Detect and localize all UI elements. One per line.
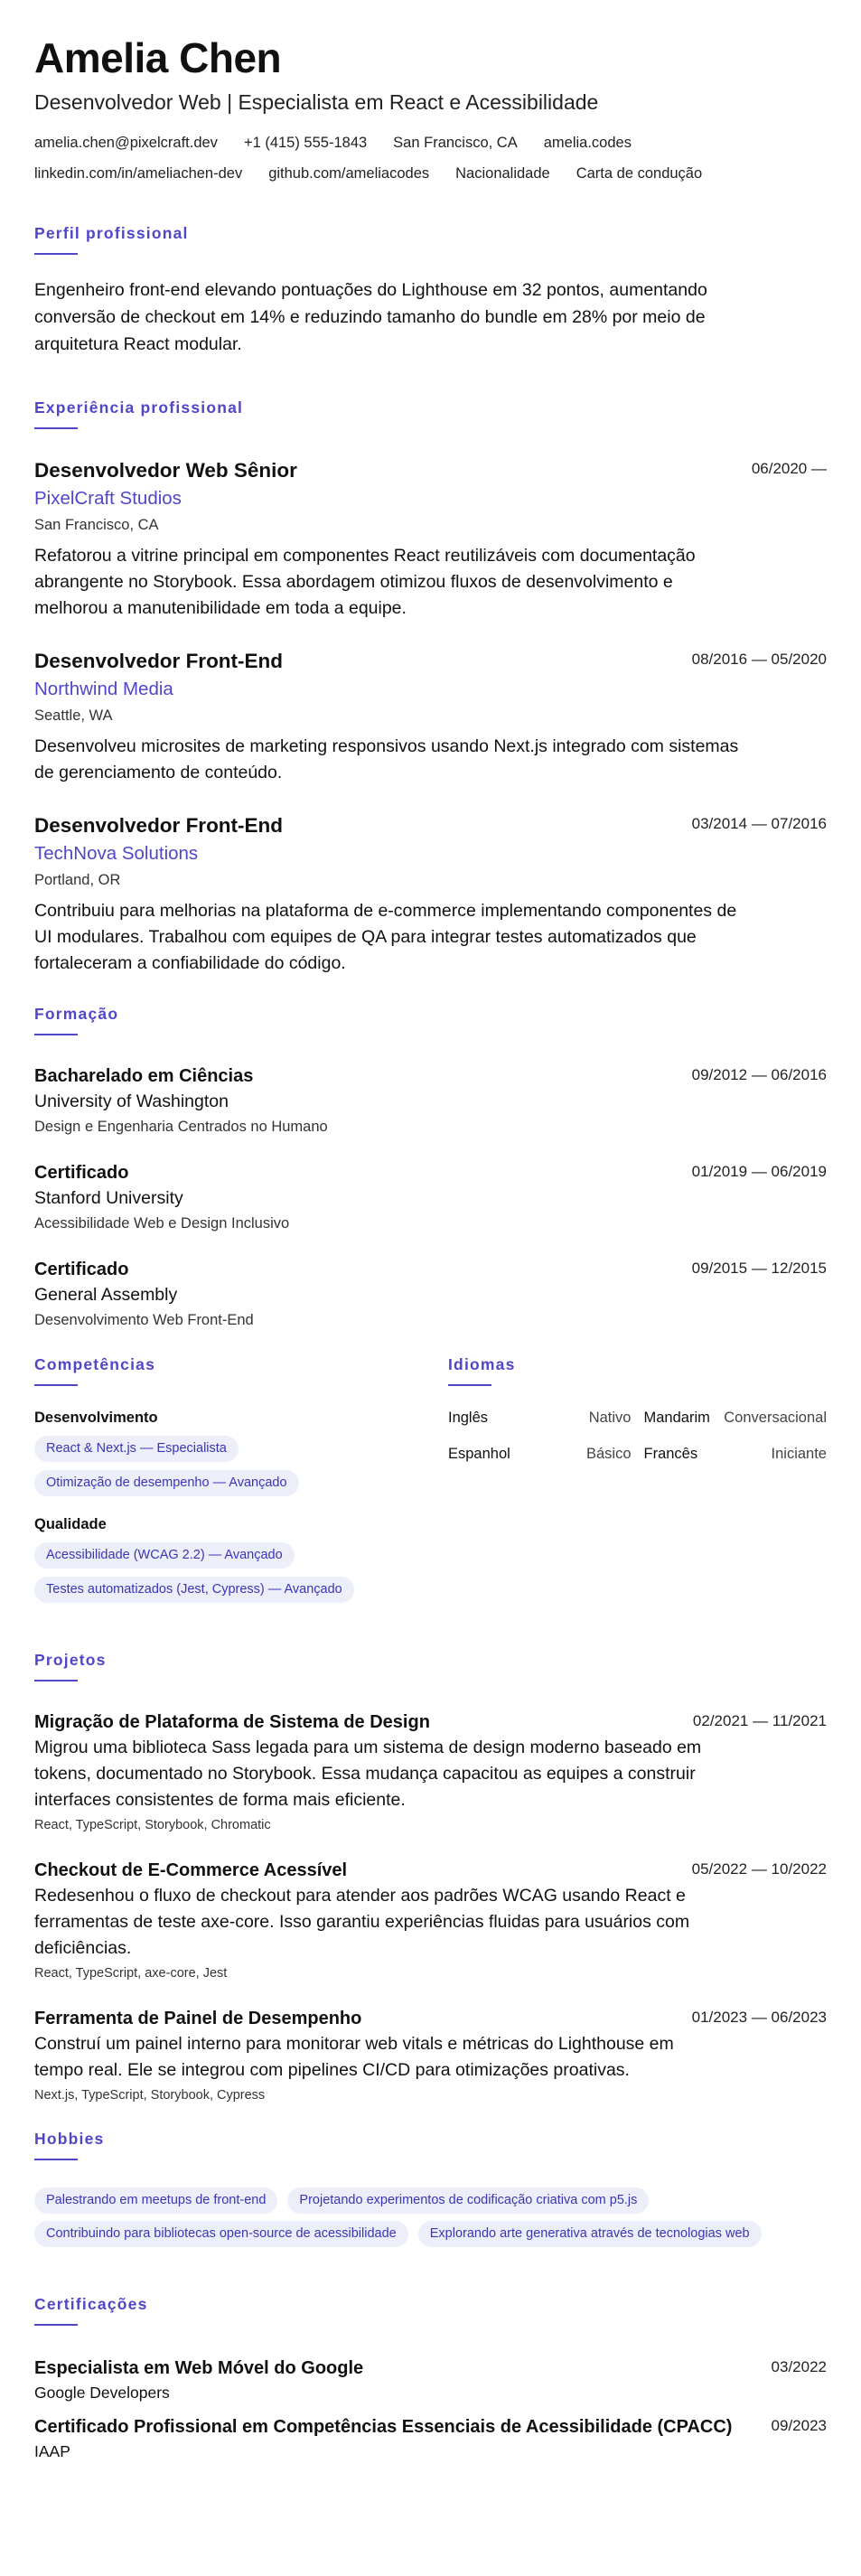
certification-item xyxy=(34,2356,827,2403)
candidate-name: Amelia Chen xyxy=(34,34,282,81)
skills-languages-row xyxy=(34,1354,827,1603)
company-name: PixelCraft Studios xyxy=(34,488,182,509)
skill-group xyxy=(34,1408,448,1496)
language-item xyxy=(644,1408,828,1428)
language-item xyxy=(644,1444,828,1464)
certifications-section xyxy=(34,2294,827,2461)
languages-section xyxy=(448,1354,827,1603)
education-list xyxy=(34,1064,827,1330)
job-title: Desenvolvedor Front-End xyxy=(34,650,284,672)
job-dates: 08/2016 — 05/2020 xyxy=(691,651,827,668)
section-title: Idiomas xyxy=(448,1355,516,1373)
skill-chip: React & Next.js — Especialista xyxy=(34,1436,239,1462)
job-location: Seattle, WA xyxy=(34,707,113,724)
contact-phone[interactable]: +1 (415) 555-1843 xyxy=(243,135,368,151)
hobby-chip: Palestrando em meetups de front-end xyxy=(34,2187,277,2214)
section-divider xyxy=(34,2159,78,2160)
job-title: Desenvolvedor Front-End xyxy=(34,814,284,837)
section-divider xyxy=(448,1384,491,1386)
school-name: Stanford University xyxy=(34,1188,183,1208)
contact-list xyxy=(34,134,811,183)
education-item xyxy=(34,1161,827,1233)
study-area: Desenvolvimento Web Front-End xyxy=(34,1312,254,1328)
experience-section xyxy=(34,398,827,977)
language-item xyxy=(448,1408,632,1428)
school-name: University of Washington xyxy=(34,1091,229,1111)
hobby-chip: Explorando arte generativa através de tecnologias web xyxy=(418,2221,762,2247)
language-item xyxy=(448,1444,632,1464)
section-divider xyxy=(34,253,78,255)
job-description: Refatorou a vitrine principal em componentes React reutilizáveis com documentação abrangente no Storybook. Essa abordagem otimizou fluxos de desenvolvimento e melhorou a manutenibilidade em toda a equipe. xyxy=(34,546,696,618)
education-section xyxy=(34,1004,827,1330)
language-name: Francês xyxy=(643,1446,698,1462)
school-name: General Assembly xyxy=(34,1285,178,1305)
certification-name: Certificado Profissional em Competências Essenciais de Acessibilidade (CPACC) xyxy=(34,2417,733,2437)
skill-chips xyxy=(34,1436,448,1496)
contact-driving-license: Carta de condução xyxy=(576,165,703,182)
section-divider xyxy=(34,2324,78,2326)
skills-section xyxy=(34,1354,448,1603)
summary-section xyxy=(34,223,827,358)
contact-location: San Francisco, CA xyxy=(393,135,518,151)
language-level: Iniciante xyxy=(771,1446,827,1462)
certification-issuer: IAAP xyxy=(34,2442,70,2460)
project-name: Checkout de E-Commerce Acessível xyxy=(34,1860,348,1880)
language-name: Mandarim xyxy=(643,1410,710,1426)
summary-text: Engenheiro front-end elevando pontuações do Lighthouse em 32 pontos, aumentando conversão de checkout em 14% e reduzindo tamanho do bundle em 28% por meio de arquitetura React modular. xyxy=(34,280,707,354)
degree: Bacharelado em Ciências xyxy=(34,1066,254,1086)
project-description: Construí um painel interno para monitorar web vitals e métricas do Lighthouse em tempo real. Ele se integrou com pipelines CI/CD para otimizações proativas. xyxy=(34,2034,674,2080)
skill-chip: Otimização de desempenho — Avançado xyxy=(34,1470,299,1496)
projects-section xyxy=(34,1650,827,2104)
skill-group-name: Qualidade xyxy=(34,1516,107,1532)
job-title: Desenvolvedor Web Sênior xyxy=(34,459,297,482)
job-dates: 03/2014 — 07/2016 xyxy=(691,815,827,832)
language-name: Espanhol xyxy=(448,1446,510,1462)
certification-issuer: Google Developers xyxy=(34,2384,170,2402)
experience-list xyxy=(34,458,827,977)
project-tech: Next.js, TypeScript, Storybook, Cypress xyxy=(34,2088,266,2103)
resume-header xyxy=(34,33,827,183)
project-dates: 02/2021 — 11/2021 xyxy=(692,1712,827,1729)
certification-date: 03/2022 xyxy=(771,2358,827,2375)
section-title: Formação xyxy=(34,1005,119,1023)
skill-chips xyxy=(34,1542,448,1603)
hobby-chip: Contribuindo para bibliotecas open-source de acessibilidade xyxy=(34,2221,408,2247)
certification-list xyxy=(34,2356,827,2461)
language-list xyxy=(448,1408,827,1464)
job-description: Desenvolveu microsites de marketing responsivos usando Next.js integrado com sistemas de gerenciamento de conteúdo. xyxy=(34,736,739,782)
contact-website[interactable]: amelia.codes xyxy=(543,135,632,151)
section-title: Perfil profissional xyxy=(34,224,189,242)
degree: Certificado xyxy=(34,1260,129,1279)
skill-chip: Acessibilidade (WCAG 2.2) — Avançado xyxy=(34,1542,295,1569)
section-title: Hobbies xyxy=(34,2130,105,2148)
project-tech: React, TypeScript, Storybook, Chromatic xyxy=(34,1818,271,1832)
contact-linkedin[interactable]: linkedin.com/in/ameliachen-dev xyxy=(34,165,243,182)
education-dates: 01/2019 — 06/2019 xyxy=(691,1163,827,1180)
study-area: Design e Engenharia Centrados no Humano xyxy=(34,1119,328,1135)
skill-chip: Testes automatizados (Jest, Cypress) — Avançado xyxy=(34,1577,354,1603)
candidate-headline: Desenvolvedor Web | Especialista em React e Acessibilidade xyxy=(34,90,599,114)
language-level: Nativo xyxy=(588,1410,632,1426)
contact-nationality: Nacionalidade xyxy=(455,165,550,182)
project-dates: 05/2022 — 10/2022 xyxy=(691,1860,827,1878)
project-name: Migração de Plataforma de Sistema de Design xyxy=(34,1712,430,1732)
skill-group-name: Desenvolvimento xyxy=(34,1410,158,1426)
certification-item xyxy=(34,2415,827,2461)
experience-item xyxy=(34,458,827,622)
language-level: Conversacional xyxy=(724,1410,827,1426)
hobby-chip: Projetando experimentos de codificação criativa com p5.js xyxy=(287,2187,649,2214)
project-tech: React, TypeScript, axe-core, Jest xyxy=(34,1966,228,1981)
company-name: TechNova Solutions xyxy=(34,843,199,864)
education-item xyxy=(34,1064,827,1137)
section-title: Experiência profissional xyxy=(34,398,244,417)
experience-item xyxy=(34,813,827,977)
section-divider xyxy=(34,427,78,429)
section-divider xyxy=(34,1680,78,1681)
contact-github[interactable]: github.com/ameliacodes xyxy=(268,165,430,182)
certification-name: Especialista em Web Móvel do Google xyxy=(34,2358,364,2378)
job-location: San Francisco, CA xyxy=(34,517,159,533)
project-item xyxy=(34,2007,827,2104)
hobbies-section xyxy=(34,2129,827,2247)
job-location: Portland, OR xyxy=(34,872,121,888)
job-description: Contribuiu para melhorias na plataforma de e-commerce implementando componentes de UI modulares. Trabalhou com equipes de QA para integrar testes automatizados que fortaleceram a confiabilidade do código. xyxy=(34,901,737,973)
project-description: Redesenhou o fluxo de checkout para atender aos padrões WCAG usando React e ferramentas de teste axe-core. Isso garantiu experiências fluidas para usuários com deficiências. xyxy=(34,1886,690,1958)
study-area: Acessibilidade Web e Design Inclusivo xyxy=(34,1215,290,1232)
project-item xyxy=(34,1710,827,1834)
hobby-chips xyxy=(34,2180,829,2247)
language-name: Inglês xyxy=(448,1410,489,1426)
section-divider xyxy=(34,1034,78,1035)
project-item xyxy=(34,1859,827,1982)
project-dates: 01/2023 — 06/2023 xyxy=(691,2009,827,2026)
degree: Certificado xyxy=(34,1163,129,1183)
section-title: Certificações xyxy=(34,2295,148,2313)
skill-group xyxy=(34,1514,448,1603)
project-name: Ferramenta de Painel de Desempenho xyxy=(34,2009,362,2028)
section-title: Competências xyxy=(34,1355,156,1373)
language-level: Básico xyxy=(585,1446,632,1462)
company-name: Northwind Media xyxy=(34,679,173,699)
certification-date: 09/2023 xyxy=(771,2417,827,2434)
contact-email[interactable]: amelia.chen@pixelcraft.dev xyxy=(34,135,218,151)
experience-item xyxy=(34,649,827,786)
job-dates: 06/2020 — xyxy=(751,460,827,477)
project-description: Migrou uma biblioteca Sass legada para um sistema de design moderno baseado em tokens, documentado no Storybook. Essa mudança capacitou as equipes a construir interfaces consistentes de forma mais eficiente. xyxy=(34,1738,702,1810)
section-divider xyxy=(34,1384,78,1386)
education-item xyxy=(34,1258,827,1330)
project-list xyxy=(34,1710,827,2104)
education-dates: 09/2015 — 12/2015 xyxy=(691,1260,827,1277)
education-dates: 09/2012 — 06/2016 xyxy=(691,1066,827,1083)
section-title: Projetos xyxy=(34,1651,107,1669)
